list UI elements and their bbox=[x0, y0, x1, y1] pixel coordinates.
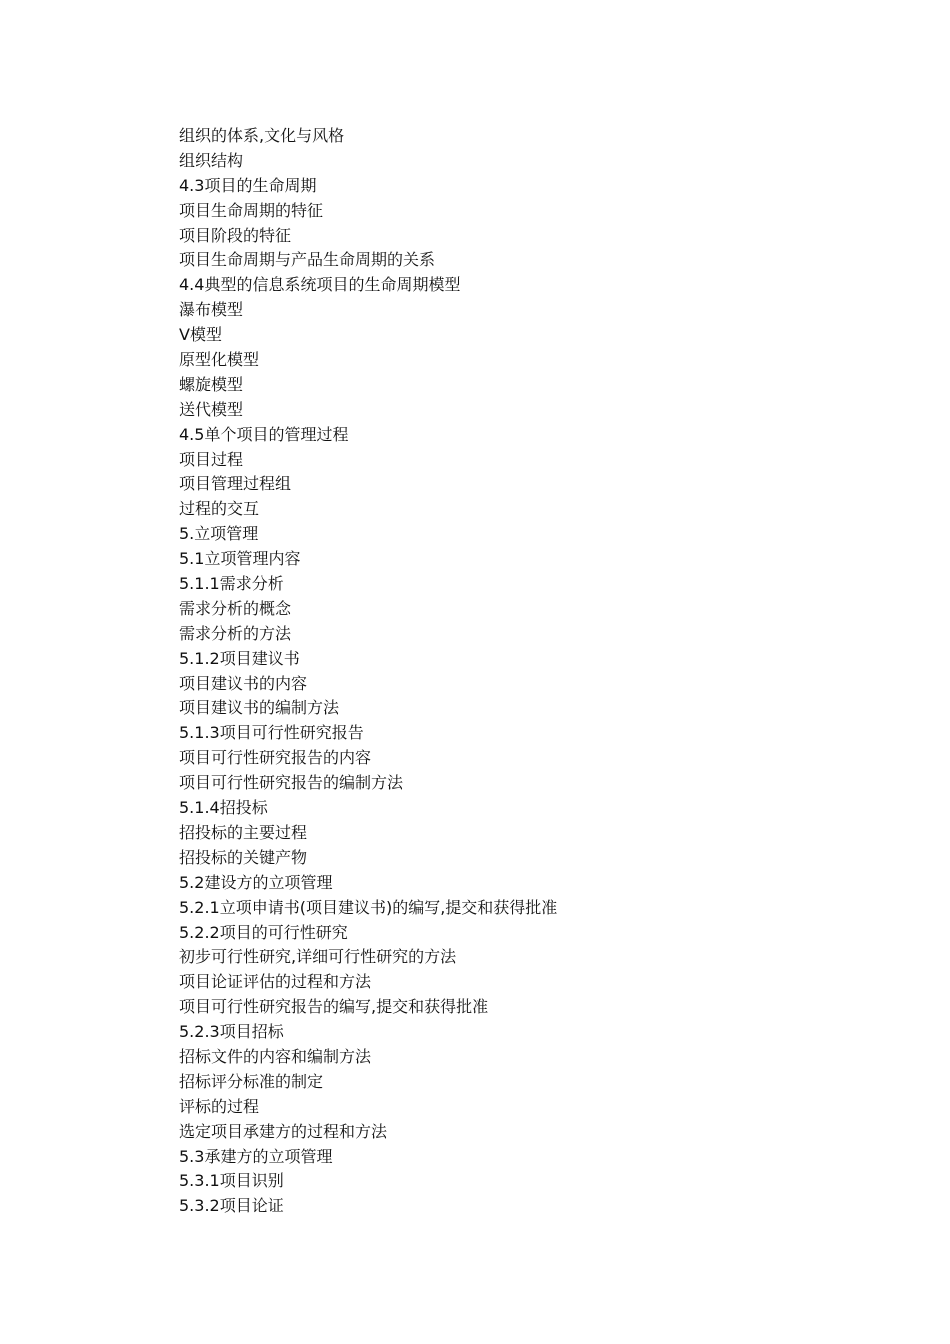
subsection-heading: 5.2.2项目的可行性研究 bbox=[179, 922, 348, 942]
text-line: 螺旋模型 bbox=[179, 374, 244, 394]
subsection-heading: 5.3.1项目识别 bbox=[179, 1171, 284, 1191]
subsection-heading: 5.1.4招投标 bbox=[179, 798, 268, 818]
text-line: 项目可行性研究报告的内容 bbox=[179, 748, 372, 768]
text-line: 需求分析的概念 bbox=[179, 598, 292, 618]
text-line: 项目过程 bbox=[179, 449, 244, 469]
subsection-heading: 5.3.2项目论证 bbox=[179, 1196, 284, 1216]
text-line: 项目建议书的编制方法 bbox=[179, 698, 340, 718]
text-line: 招标文件的内容和编制方法 bbox=[179, 1046, 372, 1066]
text-line: 招标评分标准的制定 bbox=[179, 1071, 324, 1091]
subsection-heading: 5.1.2项目建议书 bbox=[179, 648, 300, 668]
section-heading: 5.1立项管理内容 bbox=[179, 549, 301, 569]
section-heading: 5.2建设方的立项管理 bbox=[179, 872, 333, 892]
text-line: 项目管理过程组 bbox=[179, 474, 292, 494]
text-line: 项目生命周期的特征 bbox=[179, 200, 324, 220]
section-heading: 4.4典型的信息系统项目的生命周期模型 bbox=[179, 275, 461, 295]
text-line: 选定项目承建方的过程和方法 bbox=[179, 1121, 388, 1141]
text-line: 项目生命周期与产品生命周期的关系 bbox=[179, 250, 436, 270]
chapter-heading: 5.立项管理 bbox=[179, 524, 259, 544]
text-line: 评标的过程 bbox=[179, 1096, 260, 1116]
document-text-lines bbox=[179, 124, 557, 1219]
text-line: 瀑布模型 bbox=[179, 300, 244, 320]
subsection-heading: 5.1.3项目可行性研究报告 bbox=[179, 723, 364, 743]
text-line: 初步可行性研究,详细可行性研究的方法 bbox=[179, 947, 457, 967]
text-line: 项目建议书的内容 bbox=[179, 673, 308, 693]
text-line: 项目论证评估的过程和方法 bbox=[179, 972, 372, 992]
text-line: 组织的体系,文化与风格 bbox=[179, 126, 345, 145]
text-line: 项目可行性研究报告的编制方法 bbox=[179, 773, 404, 793]
text-line: 需求分析的方法 bbox=[179, 623, 292, 643]
text-line: 招投标的关键产物 bbox=[179, 847, 308, 867]
text-line: 送代模型 bbox=[179, 399, 244, 419]
section-heading: 4.5单个项目的管理过程 bbox=[179, 424, 349, 444]
subsection-heading: 5.1.1需求分析 bbox=[179, 574, 284, 594]
text-line: V模型 bbox=[179, 325, 222, 345]
text-line: 项目可行性研究报告的编写,提交和获得批准 bbox=[179, 997, 489, 1017]
subsection-heading: 5.2.1立项申请书(项目建议书)的编写,提交和获得批准 bbox=[179, 897, 558, 917]
text-line: 招投标的主要过程 bbox=[179, 822, 308, 842]
subsection-heading: 5.2.3项目招标 bbox=[179, 1022, 284, 1042]
text-line: 项目阶段的特征 bbox=[179, 225, 292, 245]
section-heading: 5.3承建方的立项管理 bbox=[179, 1146, 333, 1166]
text-line: 原型化模型 bbox=[179, 350, 260, 370]
text-line: 组织结构 bbox=[179, 150, 244, 170]
text-line: 过程的交互 bbox=[179, 499, 260, 519]
section-heading: 4.3项目的生命周期 bbox=[179, 175, 317, 195]
